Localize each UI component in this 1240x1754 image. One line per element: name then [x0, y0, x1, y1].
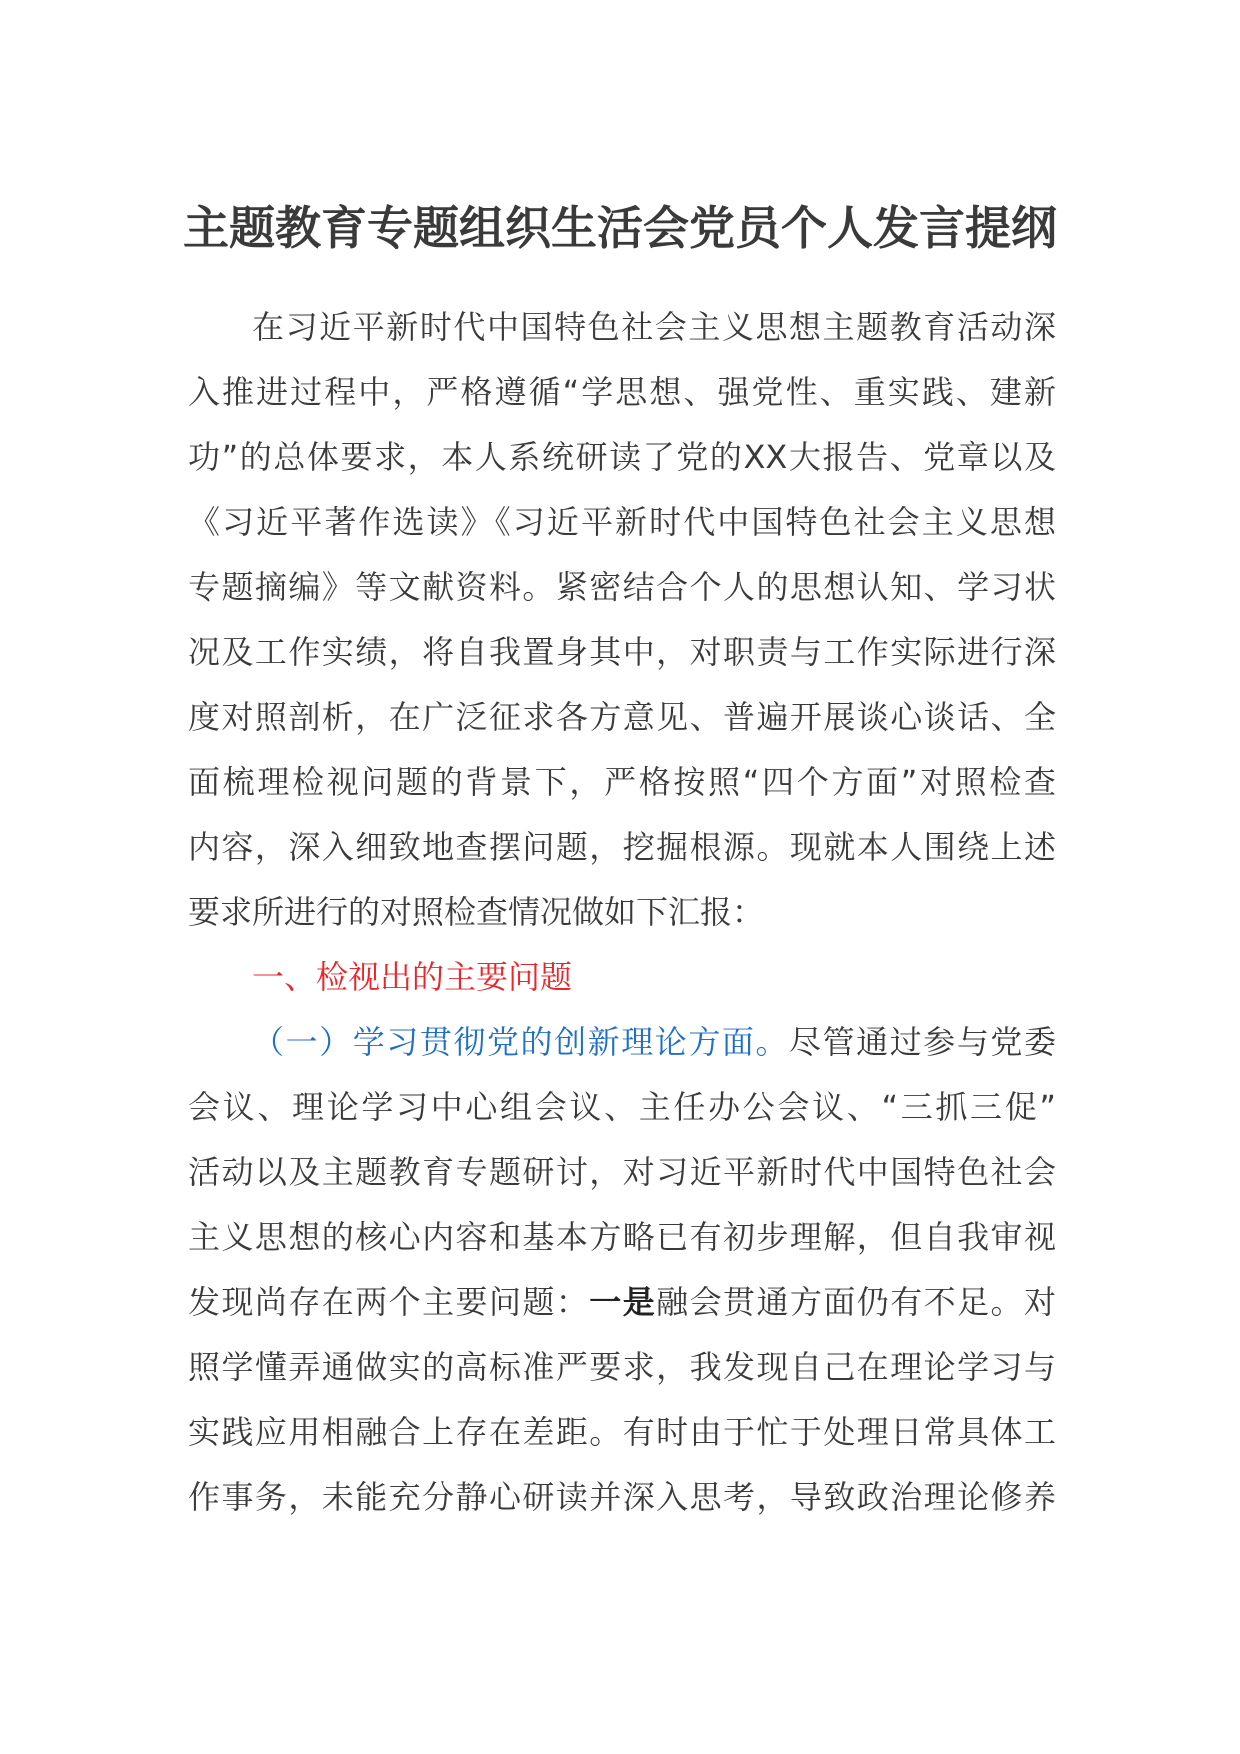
body-line: 主义思想的核心内容和基本方略已有初步理解，但自我审视 — [188, 1218, 1056, 1256]
intro-line: 况及工作实绩，将自我置身其中，对职责与工作实际进行深 — [188, 633, 1056, 671]
bold-marker: 一是 — [589, 1283, 657, 1321]
intro-line: 度对照剖析，在广泛征求各方意见、普遍开展谈心谈话、全 — [188, 698, 1056, 736]
intro-line: 专题摘编》等文献资料。紧密结合个人的思想认知、学习状 — [188, 568, 1056, 606]
intro-line: 要求所进行的对照检查情况做如下汇报： — [188, 893, 765, 931]
body-line: 实践应用相融合上存在差距。有时由于忙于处理日常具体工 — [188, 1413, 1056, 1451]
body-line: 会议、理论学习中心组会议、主任办公会议、“三抓三促” — [188, 1088, 1056, 1126]
body-line-with-bold — [188, 1270, 1056, 1335]
body-line: 照学懂弄通做实的高标准严要求，我发现自己在理论学习与 — [188, 1348, 1056, 1386]
subsection-first-line — [188, 1010, 1056, 1075]
section-heading: 一、检视出的主要问题 — [252, 958, 573, 996]
intro-line: 在习近平新时代中国特色社会主义思想主题教育活动深 — [252, 308, 1056, 346]
subsection-text: 尽管通过参与党委 — [789, 1023, 1056, 1061]
subsection-heading: （一）学习贯彻党的创新理论方面。 — [252, 1023, 790, 1061]
intro-line: 《习近平著作选读》《习近平新时代中国特色社会主义思想 — [188, 503, 1056, 541]
intro-line: 功”的总体要求，本人系统研读了党的XX大报告、党章以及 — [188, 438, 1056, 476]
body-text: 发现尚存在两个主要问题： — [188, 1283, 590, 1321]
body-line: 活动以及主题教育专题研讨，对习近平新时代中国特色社会 — [188, 1153, 1056, 1191]
document-title: 主题教育专题组织生活会党员个人发言提纲 — [183, 201, 1057, 255]
body-text: 融会贯通方面仍有不足。对 — [656, 1283, 1056, 1321]
intro-line: 面梳理检视问题的背景下，严格按照“四个方面”对照检查 — [188, 763, 1056, 801]
body-line: 作事务，未能充分静心研读并深入思考，导致政治理论修养 — [188, 1478, 1056, 1516]
document-body — [188, 295, 1056, 1530]
intro-line: 入推进过程中，严格遵循“学思想、强党性、重实践、建新 — [188, 373, 1056, 411]
intro-line: 内容，深入细致地查摆问题，挖掘根源。现就本人围绕上述 — [188, 828, 1056, 866]
